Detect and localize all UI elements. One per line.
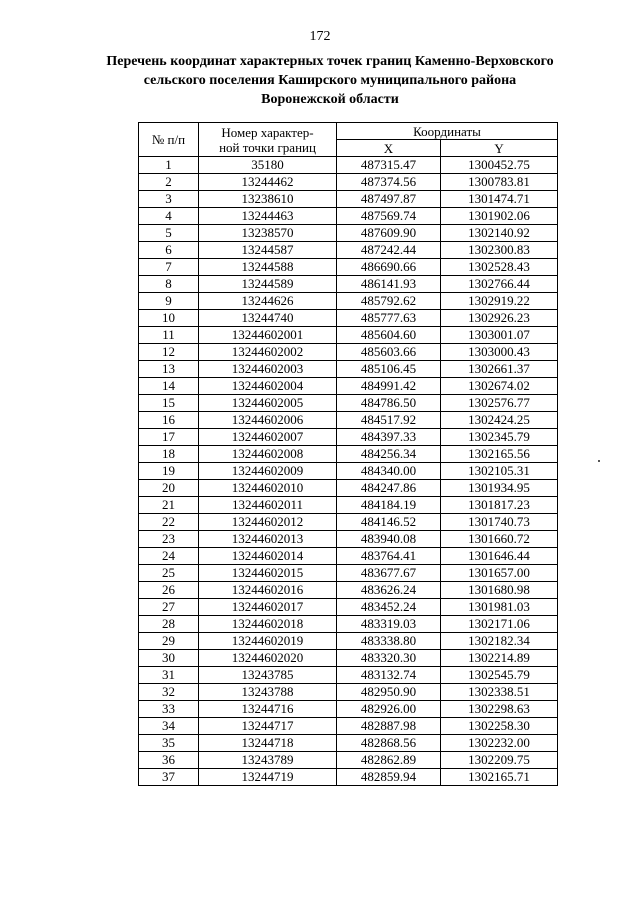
point-number-cell: 13244588 [199,259,337,276]
point-number-cell: 13244602008 [199,446,337,463]
x-coordinate-cell: 483338.80 [337,633,441,650]
table-row [139,514,558,531]
row-number-cell: 28 [139,616,199,633]
table-row [139,361,558,378]
x-coordinate-cell: 484247.86 [337,480,441,497]
y-coordinate-cell: 1302209.75 [441,752,558,769]
row-number-cell: 26 [139,582,199,599]
x-coordinate-cell: 485603.66 [337,344,441,361]
scan-speck [598,460,600,462]
row-number-cell: 24 [139,548,199,565]
point-number-cell: 13244602006 [199,412,337,429]
title-line-1: Перечень координат характерных точек границ Каменно-Верховского [106,54,554,69]
row-number-cell: 25 [139,565,199,582]
point-number-cell: 13244602019 [199,633,337,650]
x-coordinate-cell: 487374.56 [337,174,441,191]
header-y: Y [441,140,558,157]
row-number-cell: 20 [139,480,199,497]
table-row [139,497,558,514]
y-coordinate-cell: 1302232.00 [441,735,558,752]
point-number-cell: 13244602015 [199,565,337,582]
x-coordinate-cell: 484397.33 [337,429,441,446]
x-coordinate-cell: 484256.34 [337,446,441,463]
x-coordinate-cell: 485792.62 [337,293,441,310]
y-coordinate-cell: 1301660.72 [441,531,558,548]
header-point-line-2: ной точки границ [219,139,316,155]
table-row [139,327,558,344]
y-coordinate-cell: 1300783.81 [441,174,558,191]
y-coordinate-cell: 1301934.95 [441,480,558,497]
table-row [139,633,558,650]
row-number-cell: 12 [139,344,199,361]
table-row [139,412,558,429]
y-coordinate-cell: 1301981.03 [441,599,558,616]
table-row [139,565,558,582]
table-row [139,684,558,701]
x-coordinate-cell: 487609.90 [337,225,441,242]
row-number-cell: 4 [139,208,199,225]
row-number-cell: 6 [139,242,199,259]
table-row [139,667,558,684]
point-number-cell: 13244602004 [199,378,337,395]
x-coordinate-cell: 485106.45 [337,361,441,378]
row-number-cell: 31 [139,667,199,684]
row-number-cell: 5 [139,225,199,242]
row-number-cell: 1 [139,157,199,174]
table-body [139,157,558,786]
title-line-3: Воронежской области [261,92,399,107]
x-coordinate-cell: 486141.93 [337,276,441,293]
x-coordinate-cell: 482868.56 [337,735,441,752]
y-coordinate-cell: 1302165.71 [441,769,558,786]
y-coordinate-cell: 1301474.71 [441,191,558,208]
table-row [139,225,558,242]
table-row [139,157,558,174]
y-coordinate-cell: 1301646.44 [441,548,558,565]
coordinates-table [138,122,558,786]
x-coordinate-cell: 483319.03 [337,616,441,633]
row-number-cell: 17 [139,429,199,446]
header-coordinates: Координаты [337,123,558,140]
table-row [139,769,558,786]
point-number-cell: 13244587 [199,242,337,259]
row-number-cell: 32 [139,684,199,701]
y-coordinate-cell: 1302926.23 [441,310,558,327]
row-number-cell: 23 [139,531,199,548]
x-coordinate-cell: 485777.63 [337,310,441,327]
row-number-cell: 36 [139,752,199,769]
header-number: № п/п [139,123,199,157]
table-row [139,650,558,667]
y-coordinate-cell: 1300452.75 [441,157,558,174]
point-number-cell: 13244462 [199,174,337,191]
point-number-cell: 13244602017 [199,599,337,616]
point-number-cell: 13238610 [199,191,337,208]
x-coordinate-cell: 484991.42 [337,378,441,395]
y-coordinate-cell: 1301740.73 [441,514,558,531]
row-number-cell: 14 [139,378,199,395]
row-number-cell: 2 [139,174,199,191]
row-number-cell: 29 [139,633,199,650]
table-row [139,446,558,463]
table-row [139,616,558,633]
x-coordinate-cell: 487497.87 [337,191,441,208]
point-number-cell: 13244717 [199,718,337,735]
row-number-cell: 35 [139,735,199,752]
row-number-cell: 33 [139,701,199,718]
document-title [60,52,600,109]
row-number-cell: 15 [139,395,199,412]
point-number-cell: 13238570 [199,225,337,242]
point-number-cell: 13244718 [199,735,337,752]
y-coordinate-cell: 1302545.79 [441,667,558,684]
table-row [139,429,558,446]
row-number-cell: 37 [139,769,199,786]
x-coordinate-cell: 484786.50 [337,395,441,412]
table-row [139,174,558,191]
x-coordinate-cell: 486690.66 [337,259,441,276]
row-number-cell: 10 [139,310,199,327]
x-coordinate-cell: 483764.41 [337,548,441,565]
point-number-cell: 13244602001 [199,327,337,344]
point-number-cell: 13244602018 [199,616,337,633]
point-number-cell: 13244589 [199,276,337,293]
point-number-cell: 13243789 [199,752,337,769]
y-coordinate-cell: 1302576.77 [441,395,558,412]
header-point-number [199,123,337,157]
x-coordinate-cell: 483626.24 [337,582,441,599]
point-number-cell: 13244463 [199,208,337,225]
point-number-cell: 13244602012 [199,514,337,531]
y-coordinate-cell: 1302338.51 [441,684,558,701]
table-row [139,378,558,395]
table-row [139,463,558,480]
point-number-cell: 35180 [199,157,337,174]
x-coordinate-cell: 484184.19 [337,497,441,514]
table-row [139,395,558,412]
x-coordinate-cell: 484146.52 [337,514,441,531]
x-coordinate-cell: 484517.92 [337,412,441,429]
point-number-cell: 13244602002 [199,344,337,361]
row-number-cell: 18 [139,446,199,463]
y-coordinate-cell: 1301817.23 [441,497,558,514]
table-row [139,310,558,327]
y-coordinate-cell: 1302919.22 [441,293,558,310]
row-number-cell: 3 [139,191,199,208]
header-x: X [337,140,441,157]
y-coordinate-cell: 1302105.31 [441,463,558,480]
y-coordinate-cell: 1302424.25 [441,412,558,429]
row-number-cell: 8 [139,276,199,293]
y-coordinate-cell: 1302214.89 [441,650,558,667]
row-number-cell: 9 [139,293,199,310]
point-number-cell: 13243785 [199,667,337,684]
point-number-cell: 13244740 [199,310,337,327]
y-coordinate-cell: 1303000.43 [441,344,558,361]
point-number-cell: 13244602016 [199,582,337,599]
y-coordinate-cell: 1302766.44 [441,276,558,293]
row-number-cell: 19 [139,463,199,480]
point-number-cell: 13244602007 [199,429,337,446]
table-row [139,531,558,548]
row-number-cell: 21 [139,497,199,514]
table-row [139,548,558,565]
x-coordinate-cell: 483452.24 [337,599,441,616]
y-coordinate-cell: 1302674.02 [441,378,558,395]
y-coordinate-cell: 1302165.56 [441,446,558,463]
x-coordinate-cell: 482926.00 [337,701,441,718]
y-coordinate-cell: 1302140.92 [441,225,558,242]
table-row [139,701,558,718]
table-row [139,242,558,259]
x-coordinate-cell: 482950.90 [337,684,441,701]
x-coordinate-cell: 483320.30 [337,650,441,667]
table-row [139,208,558,225]
x-coordinate-cell: 487569.74 [337,208,441,225]
table-row [139,599,558,616]
title-line-2: сельского поселения Каширского муниципального района [143,73,517,88]
y-coordinate-cell: 1302182.34 [441,633,558,650]
point-number-cell: 13243788 [199,684,337,701]
y-coordinate-cell: 1302661.37 [441,361,558,378]
header-point-line-1: Номер характер- [221,124,314,140]
row-number-cell: 13 [139,361,199,378]
point-number-cell: 13244602020 [199,650,337,667]
table-row [139,735,558,752]
y-coordinate-cell: 1303001.07 [441,327,558,344]
point-number-cell: 13244602003 [199,361,337,378]
row-number-cell: 16 [139,412,199,429]
y-coordinate-cell: 1301902.06 [441,208,558,225]
point-number-cell: 13244602011 [199,497,337,514]
y-coordinate-cell: 1302171.06 [441,616,558,633]
y-coordinate-cell: 1302258.30 [441,718,558,735]
table-row [139,718,558,735]
point-number-cell: 13244602013 [199,531,337,548]
table-row [139,276,558,293]
x-coordinate-cell: 487315.47 [337,157,441,174]
table-row [139,480,558,497]
x-coordinate-cell: 482862.89 [337,752,441,769]
y-coordinate-cell: 1302300.83 [441,242,558,259]
y-coordinate-cell: 1301657.00 [441,565,558,582]
x-coordinate-cell: 485604.60 [337,327,441,344]
x-coordinate-cell: 482859.94 [337,769,441,786]
row-number-cell: 34 [139,718,199,735]
y-coordinate-cell: 1302345.79 [441,429,558,446]
x-coordinate-cell: 484340.00 [337,463,441,480]
point-number-cell: 13244602005 [199,395,337,412]
y-coordinate-cell: 1301680.98 [441,582,558,599]
page-number: 172 [309,29,331,44]
row-number-cell: 11 [139,327,199,344]
x-coordinate-cell: 482887.98 [337,718,441,735]
row-number-cell: 30 [139,650,199,667]
x-coordinate-cell: 483677.67 [337,565,441,582]
y-coordinate-cell: 1302298.63 [441,701,558,718]
row-number-cell: 7 [139,259,199,276]
point-number-cell: 13244626 [199,293,337,310]
point-number-cell: 13244602014 [199,548,337,565]
x-coordinate-cell: 483132.74 [337,667,441,684]
table-row [139,191,558,208]
x-coordinate-cell: 487242.44 [337,242,441,259]
table-row [139,259,558,276]
y-coordinate-cell: 1302528.43 [441,259,558,276]
table-row [139,344,558,361]
point-number-cell: 13244716 [199,701,337,718]
x-coordinate-cell: 483940.08 [337,531,441,548]
table-row [139,293,558,310]
table-row [139,752,558,769]
point-number-cell: 13244602009 [199,463,337,480]
point-number-cell: 13244602010 [199,480,337,497]
table-row [139,582,558,599]
row-number-cell: 22 [139,514,199,531]
row-number-cell: 27 [139,599,199,616]
point-number-cell: 13244719 [199,769,337,786]
